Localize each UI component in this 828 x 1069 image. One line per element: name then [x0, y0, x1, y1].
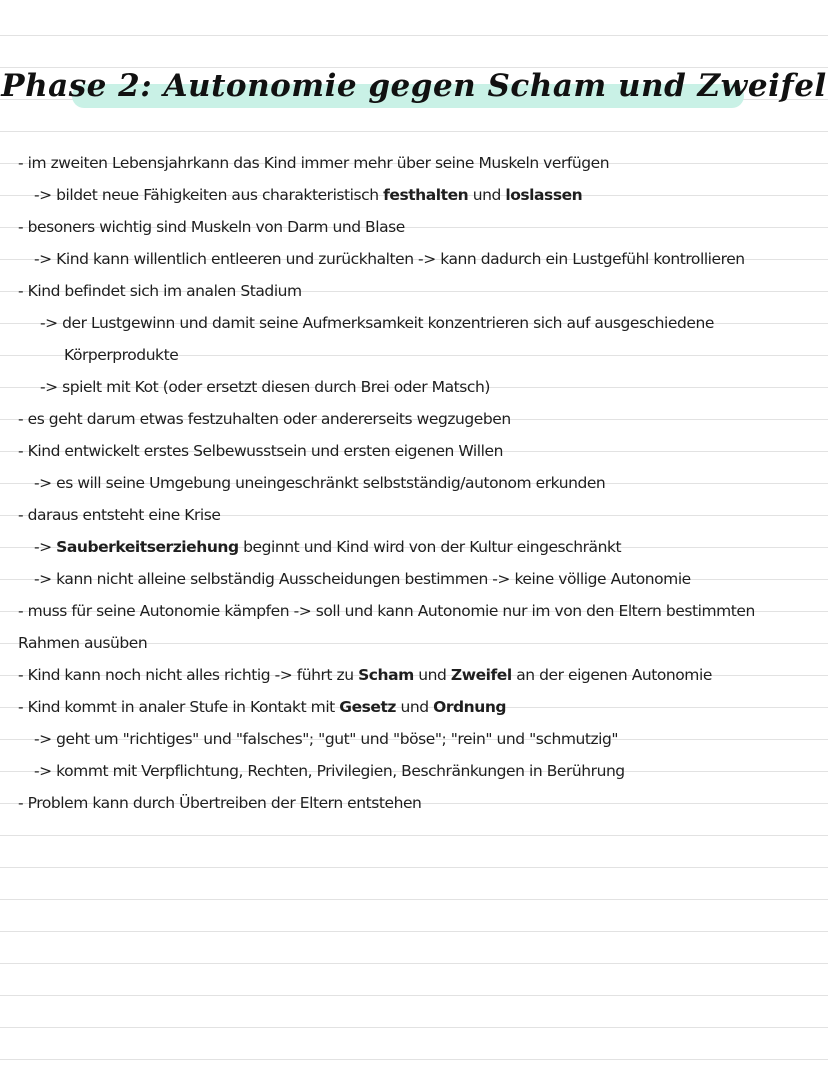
note-line: -> geht um "richtiges" und "falsches"; "gut" und "böse"; "rein" und "schmutzig": [34, 730, 619, 748]
note-line: - im zweiten Lebensjahrkann das Kind immer mehr über seine Muskeln verfügen: [18, 154, 610, 172]
note-line: -> Kind kann willentlich entleeren und zurückhalten -> kann dadurch ein Lustgefühl kontrollieren: [34, 250, 745, 268]
note-line: - muss für seine Autonomie kämpfen -> soll und kann Autonomie nur im von den Eltern bestimmten: [18, 602, 755, 620]
keyword-scham: Scham: [358, 666, 414, 684]
note-line: - es geht darum etwas festzuhalten oder andererseits wegzugeben: [18, 410, 511, 428]
note-line: -> kann nicht alleine selbständig Ausscheidungen bestimmen -> keine völlige Autonomie: [34, 570, 691, 588]
note-line: - besoners wichtig sind Muskeln von Darm und Blase: [18, 218, 405, 236]
keyword-ordnung: Ordnung: [433, 698, 507, 716]
keyword-zweifel: Zweifel: [450, 666, 512, 684]
note-line: Körperprodukte: [64, 346, 179, 364]
note-line: - Kind kommt in analer Stufe in Kontakt mit Gesetz und Ordnung: [18, 698, 507, 716]
note-line: - Problem kann durch Übertreiben der Eltern entstehen: [18, 794, 422, 812]
notes-body: [18, 147, 818, 819]
keyword-festhalten: festhalten: [383, 186, 469, 204]
note-line: -> es will seine Umgebung uneingeschränkt selbstständig/autonom erkunden: [34, 474, 606, 492]
title-area: [0, 62, 828, 122]
note-line: -> spielt mit Kot (oder ersetzt diesen durch Brei oder Matsch): [40, 378, 490, 396]
note-line: - Kind kann noch nicht alles richtig -> führt zu Scham und Zweifel an der eigenen Autonomie: [18, 666, 712, 684]
note-line: Rahmen ausüben: [18, 634, 148, 652]
keyword-sauberkeitserziehung: Sauberkeitserziehung: [56, 538, 239, 556]
keyword-gesetz: Gesetz: [339, 698, 397, 716]
note-line: -> bildet neue Fähigkeiten aus charakteristisch festhalten und loslassen: [34, 186, 583, 204]
page-title: Phase 2: Autonomie gegen Scham und Zweifel: [1, 68, 827, 104]
keyword-loslassen: loslassen: [505, 186, 583, 204]
note-line: -> der Lustgewinn und damit seine Aufmerksamkeit konzentrieren sich auf ausgeschiedene: [40, 314, 714, 332]
note-line: - Kind entwickelt erstes Selbewusstsein und ersten eigenen Willen: [18, 442, 503, 460]
note-line: - Kind befindet sich im analen Stadium: [18, 282, 302, 300]
note-line: -> kommt mit Verpflichtung, Rechten, Privilegien, Beschränkungen in Berührung: [34, 762, 625, 780]
note-line: -> Sauberkeitserziehung beginnt und Kind wird von der Kultur eingeschränkt: [34, 538, 622, 556]
note-line: - daraus entsteht eine Krise: [18, 506, 221, 524]
